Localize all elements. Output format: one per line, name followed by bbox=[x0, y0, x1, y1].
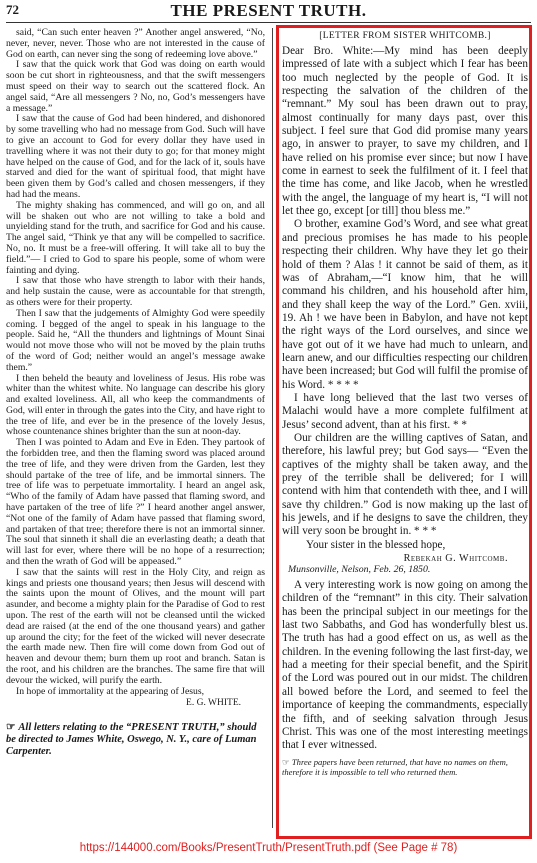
paragraph: A very interesting work is now going on among the children of the “remnant” in this city. Their salvation has been the principal subject in our meetings for the last two Sabbaths, and God has wonderfully blest us. The truth has had a good effect on us, as well as the children. In the evening following the last first-day, we had a meeting for their special benefit, and the Spirit of the Lord was poured out in our midst. The children all bowed before the Lord, and seemed to feel the importance of keeping the commandments, especially the fifth, and of seeking salvation through Jesus Christ. This was one of the most interesting meetings that I ever witnessed. bbox=[282, 579, 528, 752]
left-column bbox=[6, 28, 265, 828]
paragraph: I saw that the quick work that God was doing on earth would soon be cut short in righteousness, and that the swift messengers must speed on their way to search out the scattered flock. An angel said, “Are all messengers ? No, no, God’s messengers have a message.” bbox=[6, 59, 265, 114]
letter-heading: [LETTER FROM SISTER WHITCOMB.] bbox=[319, 31, 491, 41]
paragraph: I then beheld the beauty and loveliness of Jesus. His robe was whiter than the whitest white. No language can describe his glory and exalted loveliness. All, all who keep the commandments of God, will enter in through the gates into the City, and have right to the tree of life, and ever be in the presence of the lovely Jesus, whose countenance shines brighter than the sun at noon-day. bbox=[6, 372, 265, 438]
paragraph: Our children are the willing captives of Satan, and therefore, his lawful prey; but God says— “Even the captives of the mighty shall be taken away, and the prey of the terrible shall be delivered; for I will contend with him that contendeth with thee, and I will save thy children.” God is now making up the last of his jewels, and if he designs to save the children, they will very soon be brought in. * * * bbox=[282, 431, 528, 538]
address-notice bbox=[6, 722, 265, 758]
footnote-text: Three papers have been returned, that have no names on them, therefore it is impossible to tell who returned them. bbox=[282, 756, 508, 777]
paragraph: I have long believed that the last two verses of Malachi would have a more complete fulfilment at Jesus’ second advent, than at his first. * * bbox=[282, 391, 528, 431]
paragraph: Then I was pointed to Adam and Eve in Eden. They partook of the forbidden tree, and then the flaming sword was placed around the tree of life, and they were driven from the Garden, lest they should partake of the tree of life, and be immortal sinners. The tree of life was to perpetuate immortality. I heard an angel ask, “Who of the family of Adam have passed that flaming sword, and have partaken of the tree of life ?” I heard another angel answer, “Not one of the family of Adam have passed that flaming sword, and partaken of that tree; therefore there is not an immortal sinner. The soul that sinneth it shall die an everlasting death; a death that will last for ever, where there will be no hope of a resurrection; and then the wrath of God will be appeased.” bbox=[6, 437, 265, 568]
page-number: 72 bbox=[6, 2, 19, 17]
paragraph: Then I saw that the judgements of Almighty God were speedily coming. I begged of the angel to speak in his language to the people. Said he, “All the thunders and lightnings of Mount Sinai would not move those who will not be moved by the plain truths of the word of God; neither would an angel’s message awake them.” bbox=[6, 307, 265, 373]
highlight-box bbox=[276, 25, 532, 839]
source-link[interactable]: https://144000.com/Books/PresentTruth/PresentTruth.pdf (See Page # 78) bbox=[79, 842, 458, 854]
letter-signer: Rebekah G. Whitcomb. bbox=[403, 553, 508, 565]
paragraph: The mighty shaking has commenced, and will go on, and all will be shaken out who are not willing to take a bold and unyielding stand for the truth, and sacrifice for God and his cause. The angel said, “Think ye that any will be compelled to sacrifice. No, no. It must be a free-will offering. It will take all to buy the field.”— I cried to God to spare his people, some of whom were fainting and dying. bbox=[6, 199, 265, 276]
author-signature: E. G. WHITE. bbox=[186, 698, 241, 709]
letter-closing: Your sister in the blessed hope, bbox=[306, 538, 446, 551]
notice-text: All letters relating to the “PRESENT TRUTH,” should be directed to James White, Oswego, N. Y., care of Luman Carpenter. bbox=[6, 722, 257, 758]
paragraph: Dear Bro. White:—My mind has been deeply impressed of late with a subject which I fear has been too much neglected by the people of God. It is respecting the salvation of the children of the “remnant.” My soul has been drawn out to pray, almost continually for many days past, over this subject. I feel sure that God did promise many years ago, in answer to prayer, to save my children, and I have relied on his promise ever since; but now I have come in earnest to seek the fulfilment of it. I feel that the time has come, and like Jacob, when he wrestled with the angel, the language of my heart is, “I will not let thee go, except [or till] thou bless me.” bbox=[282, 45, 528, 218]
title-rule bbox=[6, 22, 531, 23]
pointing-hand-icon: ☞ bbox=[6, 722, 16, 734]
paragraph: I saw that the cause of God had been hindered, and dishonored by some travelling who had no message from God. Such will have to give an account to God for every dollar they have used in travelling where it was not their duty to go; for that money might have helped on the cause of God, and for the lack of it, souls have starved and died for the want of spiritual food, that might have been given them by God’s called and chosen messengers, if they had had the means. bbox=[6, 113, 265, 200]
vision-text bbox=[6, 28, 265, 697]
paragraph: In hope of immortality at the appearing of Jesus, bbox=[16, 685, 205, 697]
paragraph: I saw that those who have strength to labor with their hands, and help sustain the cause, were as accountable for that strength, as others were for their property. bbox=[6, 275, 265, 308]
pointing-hand-icon: ☞ bbox=[282, 756, 290, 767]
column-divider bbox=[272, 28, 273, 828]
page-title: THE PRESENT TRUTH. bbox=[170, 1, 367, 20]
paragraph: said, “Can such enter heaven ?” Another angel answered, “No, never, never, never. Those who are not interested in the cause of God on earth, can never sing the song of redeeming love above.” bbox=[6, 28, 265, 60]
paragraph: O brother, examine God’s Word, and see what great and precious promises he has made to his people respecting their children. Why have they let go their hold of them ? Alas ! it cannot be said of them, as it was of Abraham,—“I know him, that he will command his children, and his household after him, and they shall keep the way of the Lord.” Gen. xviii, 19. Ah ! we have been in Babylon, and have not kept the right ways of the Lord ourselves, and since we have got out of it we have had much to unlearn, and learn anew, and our difficulties respecting our children have been increased; but God will fulfil the promise of his Word. * * * * bbox=[282, 218, 528, 391]
paragraph: I saw that the saints will rest in the Holy City, and reign as kings and priests one thousand years; then Jesus will descend with the saints upon the mount of Olives, and the mount will part asunder, and become a mighty plain for the Paradise of God to rest upon. The rest of the earth will not be cleansed until the wicked dead are raised (at the end of the one thousand years) and gather up around the city; for the feet of the wicked will never desecrate the earth made new. Then fire will come down from God out of heaven and devour them; burn them up root and branch. Satan is the root, and his children are the branches. The same fire that will devour the wicked, will purify the earth. bbox=[6, 566, 265, 686]
letter-place-date: Munsonville, Nelson, Feb. 26, 1850. bbox=[288, 564, 431, 576]
